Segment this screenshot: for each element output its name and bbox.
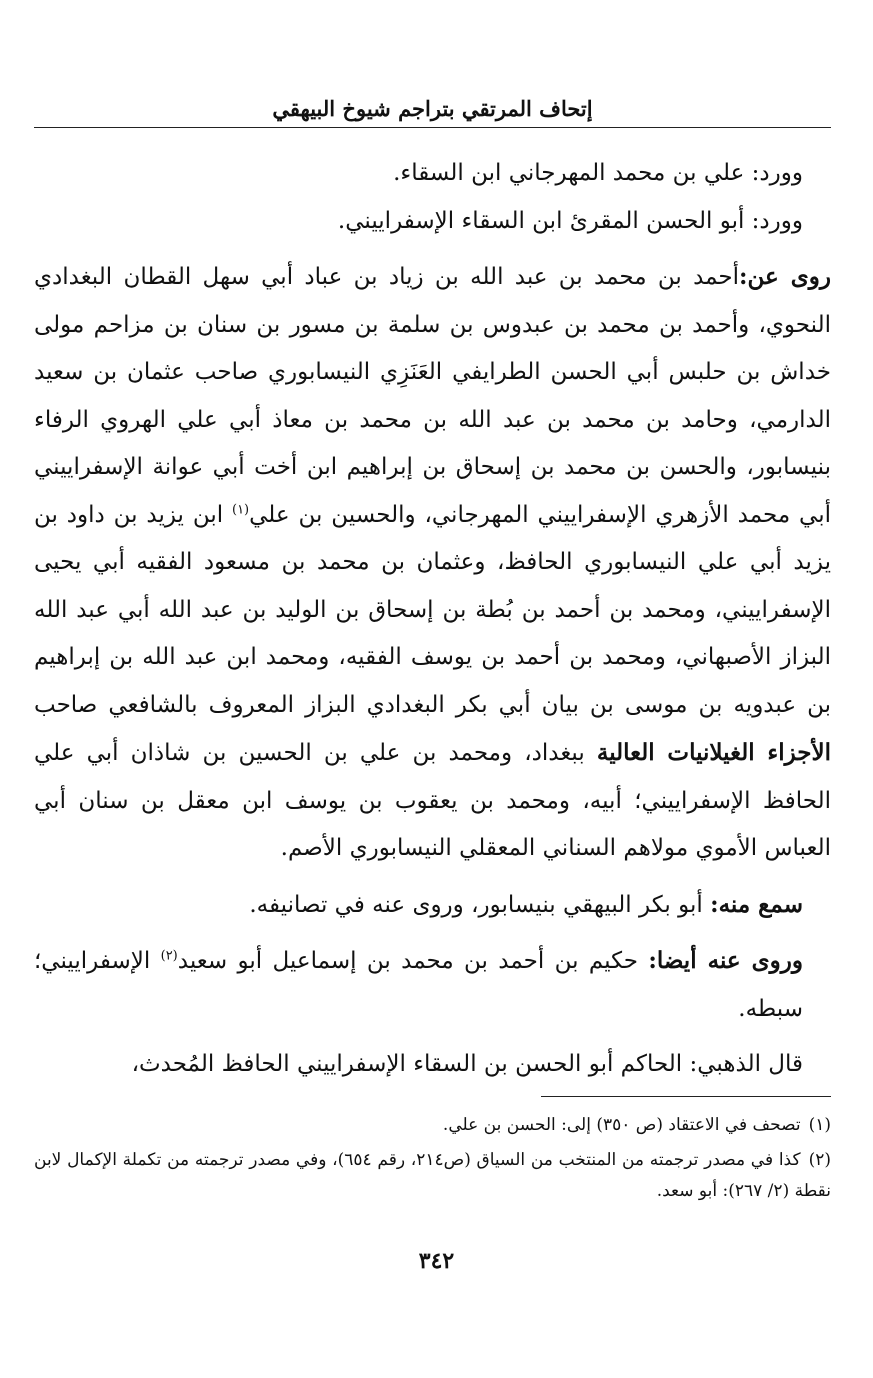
footnote-text: كذا في مصدر ترجمته من المنتخب من السياق (ص٢١٤، رقم ٦٥٤)، وفي مصدر ترجمته من تكملة الإكمال لابن نقطة (٢/ ٢٦٧): أبو سعد. — [34, 1150, 831, 1201]
rawa-an-text-c: ببغداد، ومحمد بن علي بن الحسين بن شاذان أبي علي الحافظ الإسفراييني؛ أبيه، ومحمد بن يعقوب بن يوسف ابن معقل بن سنان أبي العباس الأموي مولاهم السناني المعقلي النيسابوري الأصم. — [34, 740, 831, 861]
footnote-text: تصحف في الاعتقاد (ص ٣٥٠) إلى: الحسن بن علي. — [442, 1115, 801, 1135]
footnote-1 — [34, 1110, 831, 1141]
warada-line-2: وورد: أبو الحسن المقرئ ابن السقاء الإسفراييني. — [337, 207, 803, 234]
rawa-an-text-a: أحمد بن محمد بن عبد الله بن زياد بن عباد أبي سهل القطان البغدادي النحوي، وأحمد بن محمد بن عبدوس بن سلمة بن مسور بن سنان بن مزاحم مولى خداش بن حلبس أبي الحسن الطرايفي العَنَزِي النيسابوري صاحب عثمان بن سعيد الدارمي، وحامد بن محمد بن عبد الله بن محمد بن معاذ أبي علي الهروي الرفاء بنيسابور، والحسن بن محمد بن إسحاق بن إبراهيم ابن أخت أبي عوانة الإسفراييني أبي محمد الأزهري الإسفراييني المهرجاني، والحسين بن علي — [34, 264, 831, 528]
footnote-divider — [541, 1096, 831, 1097]
samia-minhu-paragraph — [34, 881, 831, 930]
rawa-an-text-b: ابن يزيد بن داود بن يزيد أبي علي النيسابوري الحافظ، وعثمان بن محمد بن مسعود الفقيه أبي يحيى الإسفراييني، ومحمد بن أحمد بن بُطة بن إسحاق بن الوليد بن عبد الله أبي عبد الله البزاز الأصبهاني، ومحمد بن أحمد بن يوسف الفقيه، ومحمد ابن عبد الله بن إبراهيم بن عبدويه بن موسى بن بيان أبي بكر البغدادي البزاز المعروف بالشافعي صاحب — [34, 501, 831, 718]
rawa-anhu-label: وروى عنه أيضا: — [648, 947, 803, 974]
footnote-number: (٢) — [808, 1150, 831, 1170]
book-title: الأجزاء الغيلانيات العالية — [596, 739, 831, 766]
footnote-2 — [34, 1145, 831, 1207]
footnote-ref-2[interactable]: (٢) — [160, 948, 178, 964]
main-text — [34, 150, 831, 1089]
rawa-an-paragraph — [34, 253, 831, 873]
qala-dhahabi-paragraph: قال الذهبي: الحاكم أبو الحسن بن السقاء الإسفراييني الحافظ المُحدث، — [131, 1051, 803, 1077]
footnote-ref-1[interactable]: (١) — [231, 501, 250, 517]
warada-line-1: وورد: علي بن محمد المهرجاني ابن السقاء. — [393, 160, 803, 186]
rawa-anhu-text-b: الإسفراييني؛ سبطه. — [34, 948, 803, 1022]
rawa-anhu-text: حكيم بن أحمد بن محمد بن إسماعيل أبو سعيد — [177, 948, 649, 974]
rawa-anhu-paragraph — [34, 937, 831, 1033]
footnotes — [34, 1110, 831, 1211]
samia-minhu-label: سمع منه: — [710, 890, 803, 918]
samia-minhu-text: أبو بكر البيهقي بنيسابور، وروى عنه في تصانيفه. — [249, 891, 711, 918]
running-header: إتحاف المرتقي بتراجم شيوخ البيهقي — [34, 96, 831, 128]
rawa-an-label: روى عن: — [739, 263, 831, 290]
page-number: ٣٤٢ — [418, 1248, 455, 1274]
footnote-number: (١) — [808, 1115, 831, 1135]
